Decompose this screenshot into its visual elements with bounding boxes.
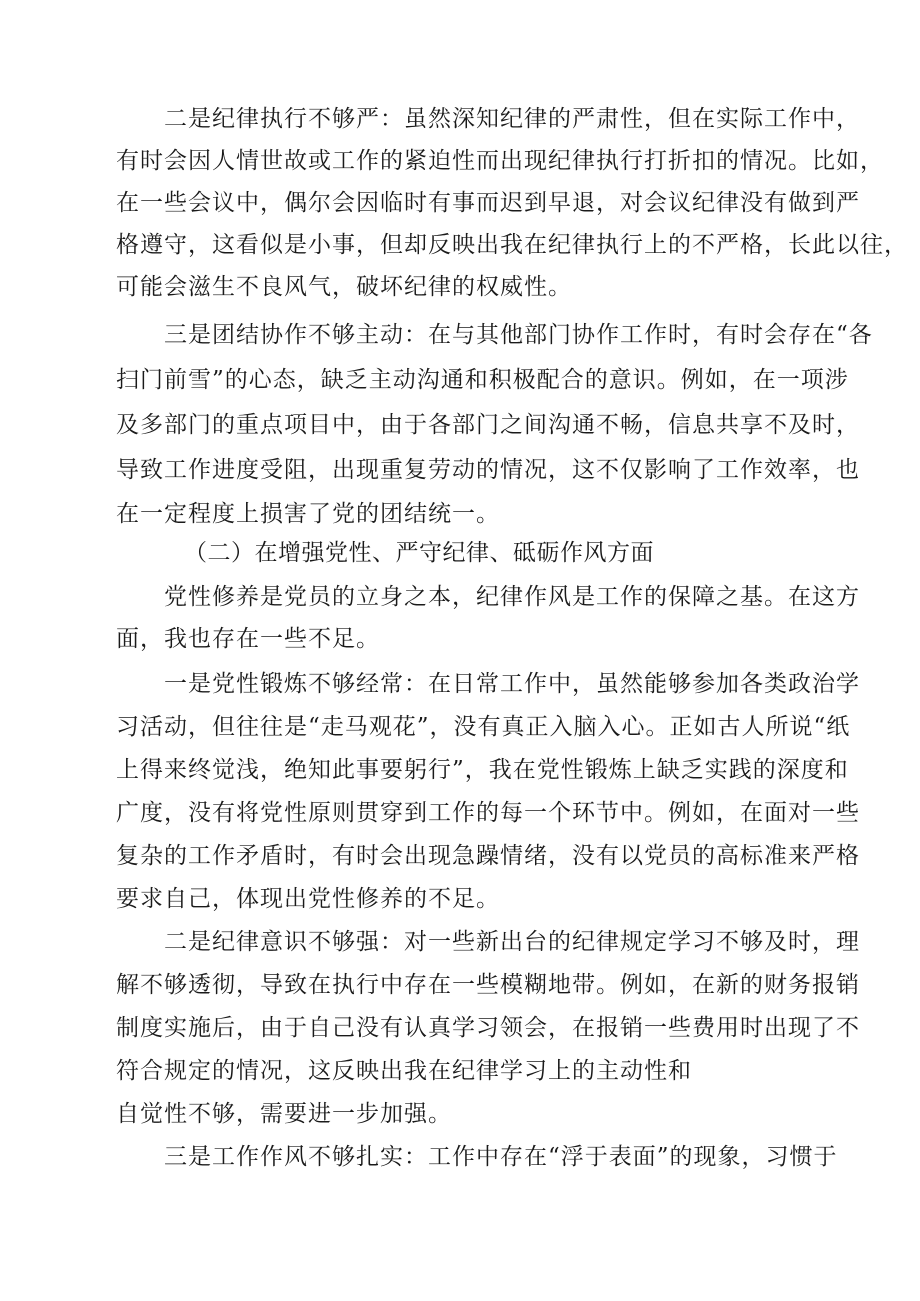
text-line: 有时会因人情世故或工作的紧迫性而出现纪律执行打折扣的情况。比如，: [116, 148, 884, 174]
text-line: 自觉性不够，需要进一步加强。: [116, 1101, 452, 1127]
text-line: 要求自己，体现出党性修养的不足。: [116, 886, 500, 912]
text-line: 可能会滋生不良风气，破坏纪律的权威性。: [116, 274, 572, 300]
text-line: 习活动，但往往是“走马观花”，没有真正入脑入心。正如古人所说“纸: [116, 714, 851, 740]
text-line: 格遵守，这看似是小事，但却反映出我在纪律执行上的不严格，长此以往，: [116, 232, 908, 258]
text-line: 二是纪律执行不够严：虽然深知纪律的严肃性，但在实际工作中，: [164, 106, 860, 132]
text-line: 面，我也存在一些不足。: [116, 626, 380, 652]
text-line: 扫门前雪”的心态，缺乏主动沟通和积极配合的意识。例如，在一项涉: [116, 367, 849, 393]
text-line: 解不够透彻，导致在执行中存在一些模糊地带。例如，在新的财务报销: [116, 972, 860, 998]
text-line: 在一定程度上损害了党的团结统一。: [116, 501, 500, 527]
text-line: 一是党性锻炼不够经常：在日常工作中，虽然能够参加各类政治学: [164, 671, 860, 697]
text-line: 三是团结协作不够主动：在与其他部门协作工作时，有时会存在“各: [164, 322, 873, 348]
text-line: 导致工作进度受阻，出现重复劳动的情况，这不仅影响了工作效率，也: [116, 457, 860, 483]
text-line: 及多部门的重点项目中，由于各部门之间沟通不畅，信息共享不及时，: [116, 412, 860, 438]
text-line: 在一些会议中，偶尔会因临时有事而迟到早退，对会议纪律没有做到严: [116, 190, 860, 216]
text-line: 上得来终觉浅，绝知此事要躬行”，我在党性锻炼上缺乏实践的深度和: [116, 757, 849, 783]
text-line: 党性修养是党员的立身之本，纪律作风是工作的保障之基。在这方: [164, 584, 860, 610]
text-line: 三是工作作风不够扎实：工作中存在“浮于表面”的现象，习惯于: [164, 1144, 838, 1170]
section-heading: （二）在增强党性、严守纪律、砥砺作风方面: [184, 540, 654, 566]
text-line: 广度，没有将党性原则贯穿到工作的每一个环节中。例如，在面对一些: [116, 800, 860, 826]
text-line: 制度实施后，由于自己没有认真学习领会，在报销一些费用时出现了不: [116, 1015, 860, 1041]
text-line: 复杂的工作矛盾时，有时会出现急躁情绪，没有以党员的高标准来严格: [116, 843, 860, 869]
text-line: 符合规定的情况，这反映出我在纪律学习上的主动性和: [116, 1058, 692, 1084]
text-line: 二是纪律意识不够强：对一些新出台的纪律规定学习不够及时，理: [164, 929, 860, 955]
